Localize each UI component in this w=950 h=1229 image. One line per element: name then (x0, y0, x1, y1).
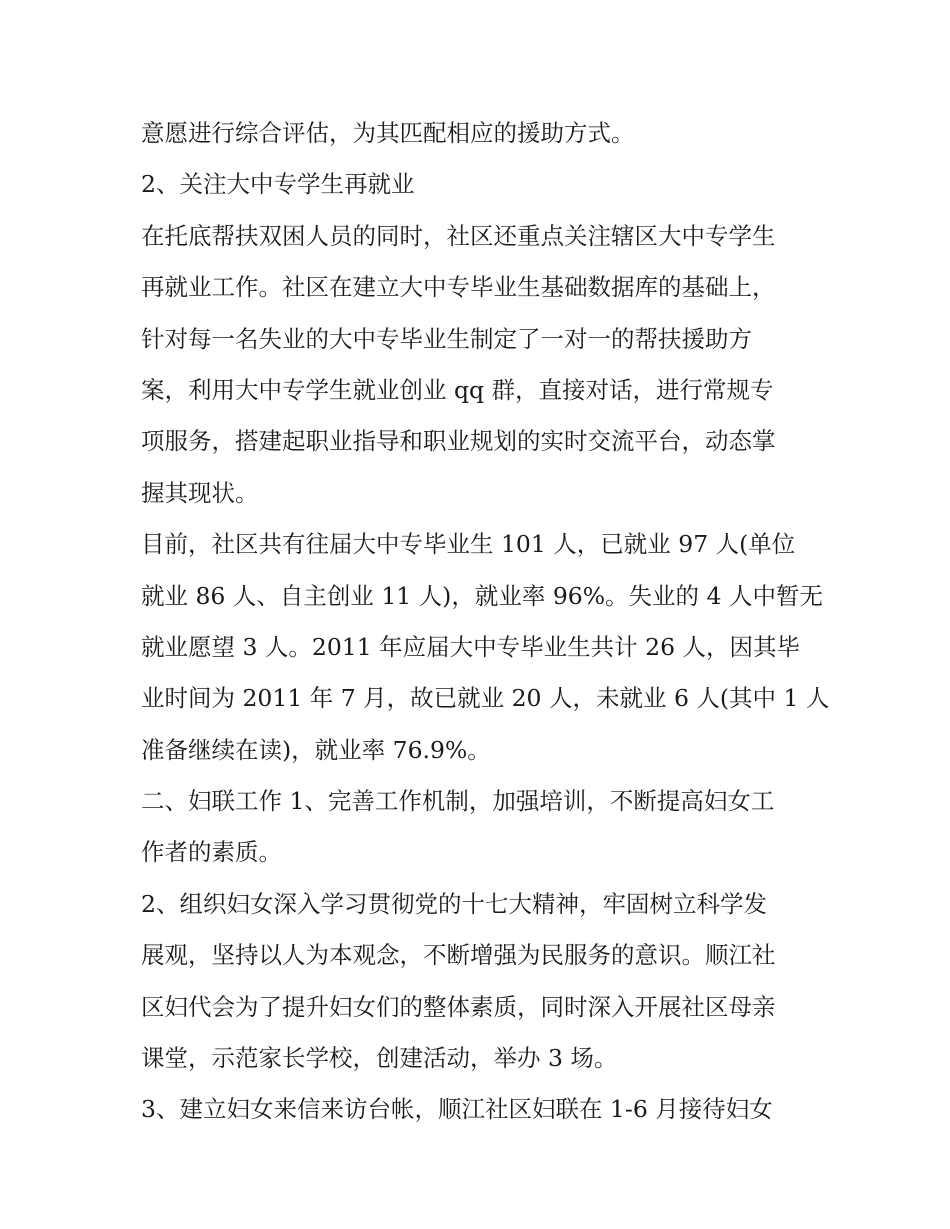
text-line: 就业愿望 3 人。2011 年应届大中专毕业生共计 26 人，因其毕 (141, 632, 801, 661)
text-line: 针对每一名失业的大中专毕业生制定了一对一的帮扶援助方 (141, 324, 752, 353)
text-line: 在托底帮扶双困人员的同时，社区还重点关注辖区大中专学生 (141, 221, 776, 250)
text-line: 案，利用大中专学生就业创业 qq 群，直接对话，进行常规专 (141, 375, 774, 404)
text-line: 目前，社区共有往届大中专毕业生 101 人，已就业 97 人(单位 (141, 530, 796, 559)
document-body (141, 108, 830, 1136)
text-line: 作者的素质。 (141, 838, 282, 867)
text-line: 区妇代会为了提升妇女们的整体素质，同时深入开展社区母亲 (141, 992, 776, 1021)
section-heading: 2、关注大中专学生再就业 (141, 170, 415, 199)
text-line: 意愿进行综合评估，为其匹配相应的援助方式。 (141, 119, 635, 147)
text-line: 2、组织妇女深入学习贯彻党的十七大精神，牢固树立科学发 (141, 889, 767, 918)
text-line: 准备继续在读)，就业率 76.9%。 (141, 735, 491, 764)
text-line: 项服务，搭建起职业指导和职业规划的实时交流平台，动态掌 (141, 427, 776, 456)
text-line: 业时间为 2011 年 7 月，故已就业 20 人，未就业 6 人(其中 1 人 (141, 684, 830, 713)
text-line: 3、建立妇女来信来访台帐，顺江社区妇联在 1-6 月接待妇女 (141, 1095, 773, 1124)
text-line: 再就业工作。社区在建立大中专毕业生基础数据库的基础上， (141, 273, 776, 302)
section-heading: 二、妇联工作 1、完善工作机制，加强培训，不断提高妇女工 (141, 787, 775, 816)
text-line: 课堂，示范家长学校，创建活动，举办 3 场。 (141, 1044, 618, 1073)
text-line: 就业 86 人、自主创业 11 人)，就业率 96%。失业的 4 人中暂无 (141, 581, 823, 610)
text-line: 展观，坚持以人为本观念，不断增强为民服务的意识。顺江社 (141, 941, 776, 970)
text-line: 握其现状。 (141, 478, 259, 507)
